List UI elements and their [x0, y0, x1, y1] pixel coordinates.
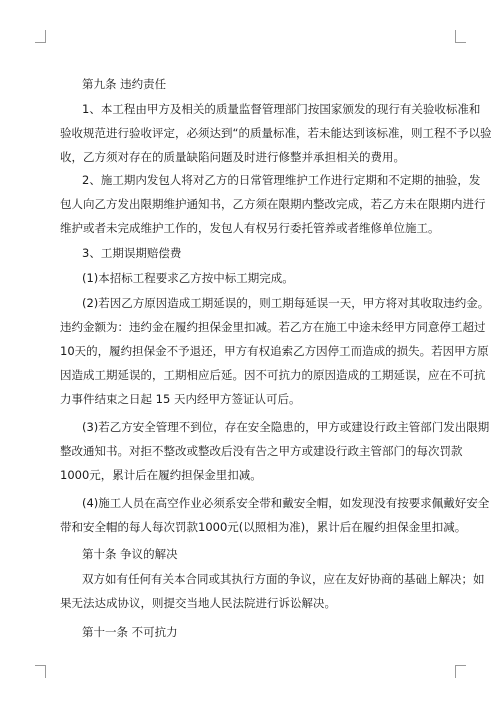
section-heading-article-10: 第十条 争议的解决: [82, 547, 178, 561]
paragraph-line: 10天的，履约担保金不予退还，甲方有权追索乙方因停工而造成的损失。若因甲方原: [60, 344, 489, 358]
paragraph-line: 收，乙方须对存在的质量缺陷问题及时进行修整并承担相关的费用。: [60, 150, 405, 164]
paragraph-line: 维护或者未完成维护工作的，发包人有权另行委托管养或者维修单位施工。: [60, 221, 440, 235]
paragraph-line: 双方如有任何有关本合同或其执行方面的争议，应在友好协商的基础上解决；如: [82, 572, 485, 586]
paragraph-line: (1)本招标工程要求乙方按中标工期完成。: [82, 271, 294, 285]
paragraph-line: (3)若乙方安全管理不到位，存在安全隐患的，甲方或建设行政主管部门发出限期: [82, 420, 490, 434]
paragraph-line: 带和安全帽的每人每次罚款1000元(以照相为准)，累计后在履约担保金里扣减。: [60, 520, 467, 534]
subsection-heading: 3、工期误期赔偿费: [82, 246, 182, 260]
paragraph-line: 果无法达成协议，则提交当地人民法院进行诉讼解决。: [60, 596, 336, 610]
crop-mark-top-left: [35, 30, 46, 43]
crop-mark-top-right: [455, 30, 466, 43]
paragraph-line: 力事件结束之日起 15 天内经甲方签证认可后。: [60, 392, 301, 406]
section-heading-article-9: 第九条 违约责任: [82, 77, 167, 91]
paragraph-line: (2)若因乙方原因造成工期延误的，则工期每延误一天，甲方将对其收取违约金。: [82, 296, 490, 310]
paragraph-line: 因造成工期延误的，工期相应后延。因不可抗力的原因造成的工期延误，应在不可抗: [60, 368, 486, 382]
crop-mark-bottom-left: [35, 665, 46, 678]
crop-mark-bottom-right: [455, 665, 466, 678]
paragraph-line: 整改通知书。对拒不整改或整改后没有告之甲方或建设行政主管部门的每次罚款: [60, 444, 463, 458]
paragraph-line: 1000元，累计后在履约担保金里扣减。: [60, 468, 262, 482]
paragraph-line: 违约金额为：违约金在履约担保金里扣减。若乙方在施工中途未经甲方同意停工超过: [60, 320, 486, 334]
paragraph-line: 验收规范进行验收评定，必须达到“的质量标准，若未能达到该标准，则工程不予以验: [60, 126, 492, 140]
paragraph-line: (4)施工人员在高空作业必须系安全带和戴安全帽，如发现没有按要求佩戴好安全: [82, 496, 490, 510]
paragraph-line: 1、本工程由甲方及相关的质量监督管理部门按国家颁发的现行有关验收标准和: [82, 102, 481, 116]
paragraph-line: 包人向乙方发出限期维护通知书，乙方须在限期内整改完成，若乙方未在限期内进行: [60, 197, 486, 211]
paragraph-line: 2、施工期内发包人将对乙方的日常管理维护工作进行定期和不定期的抽验，发: [82, 173, 481, 187]
section-heading-article-11: 第十一条 不可抗力: [82, 625, 178, 639]
